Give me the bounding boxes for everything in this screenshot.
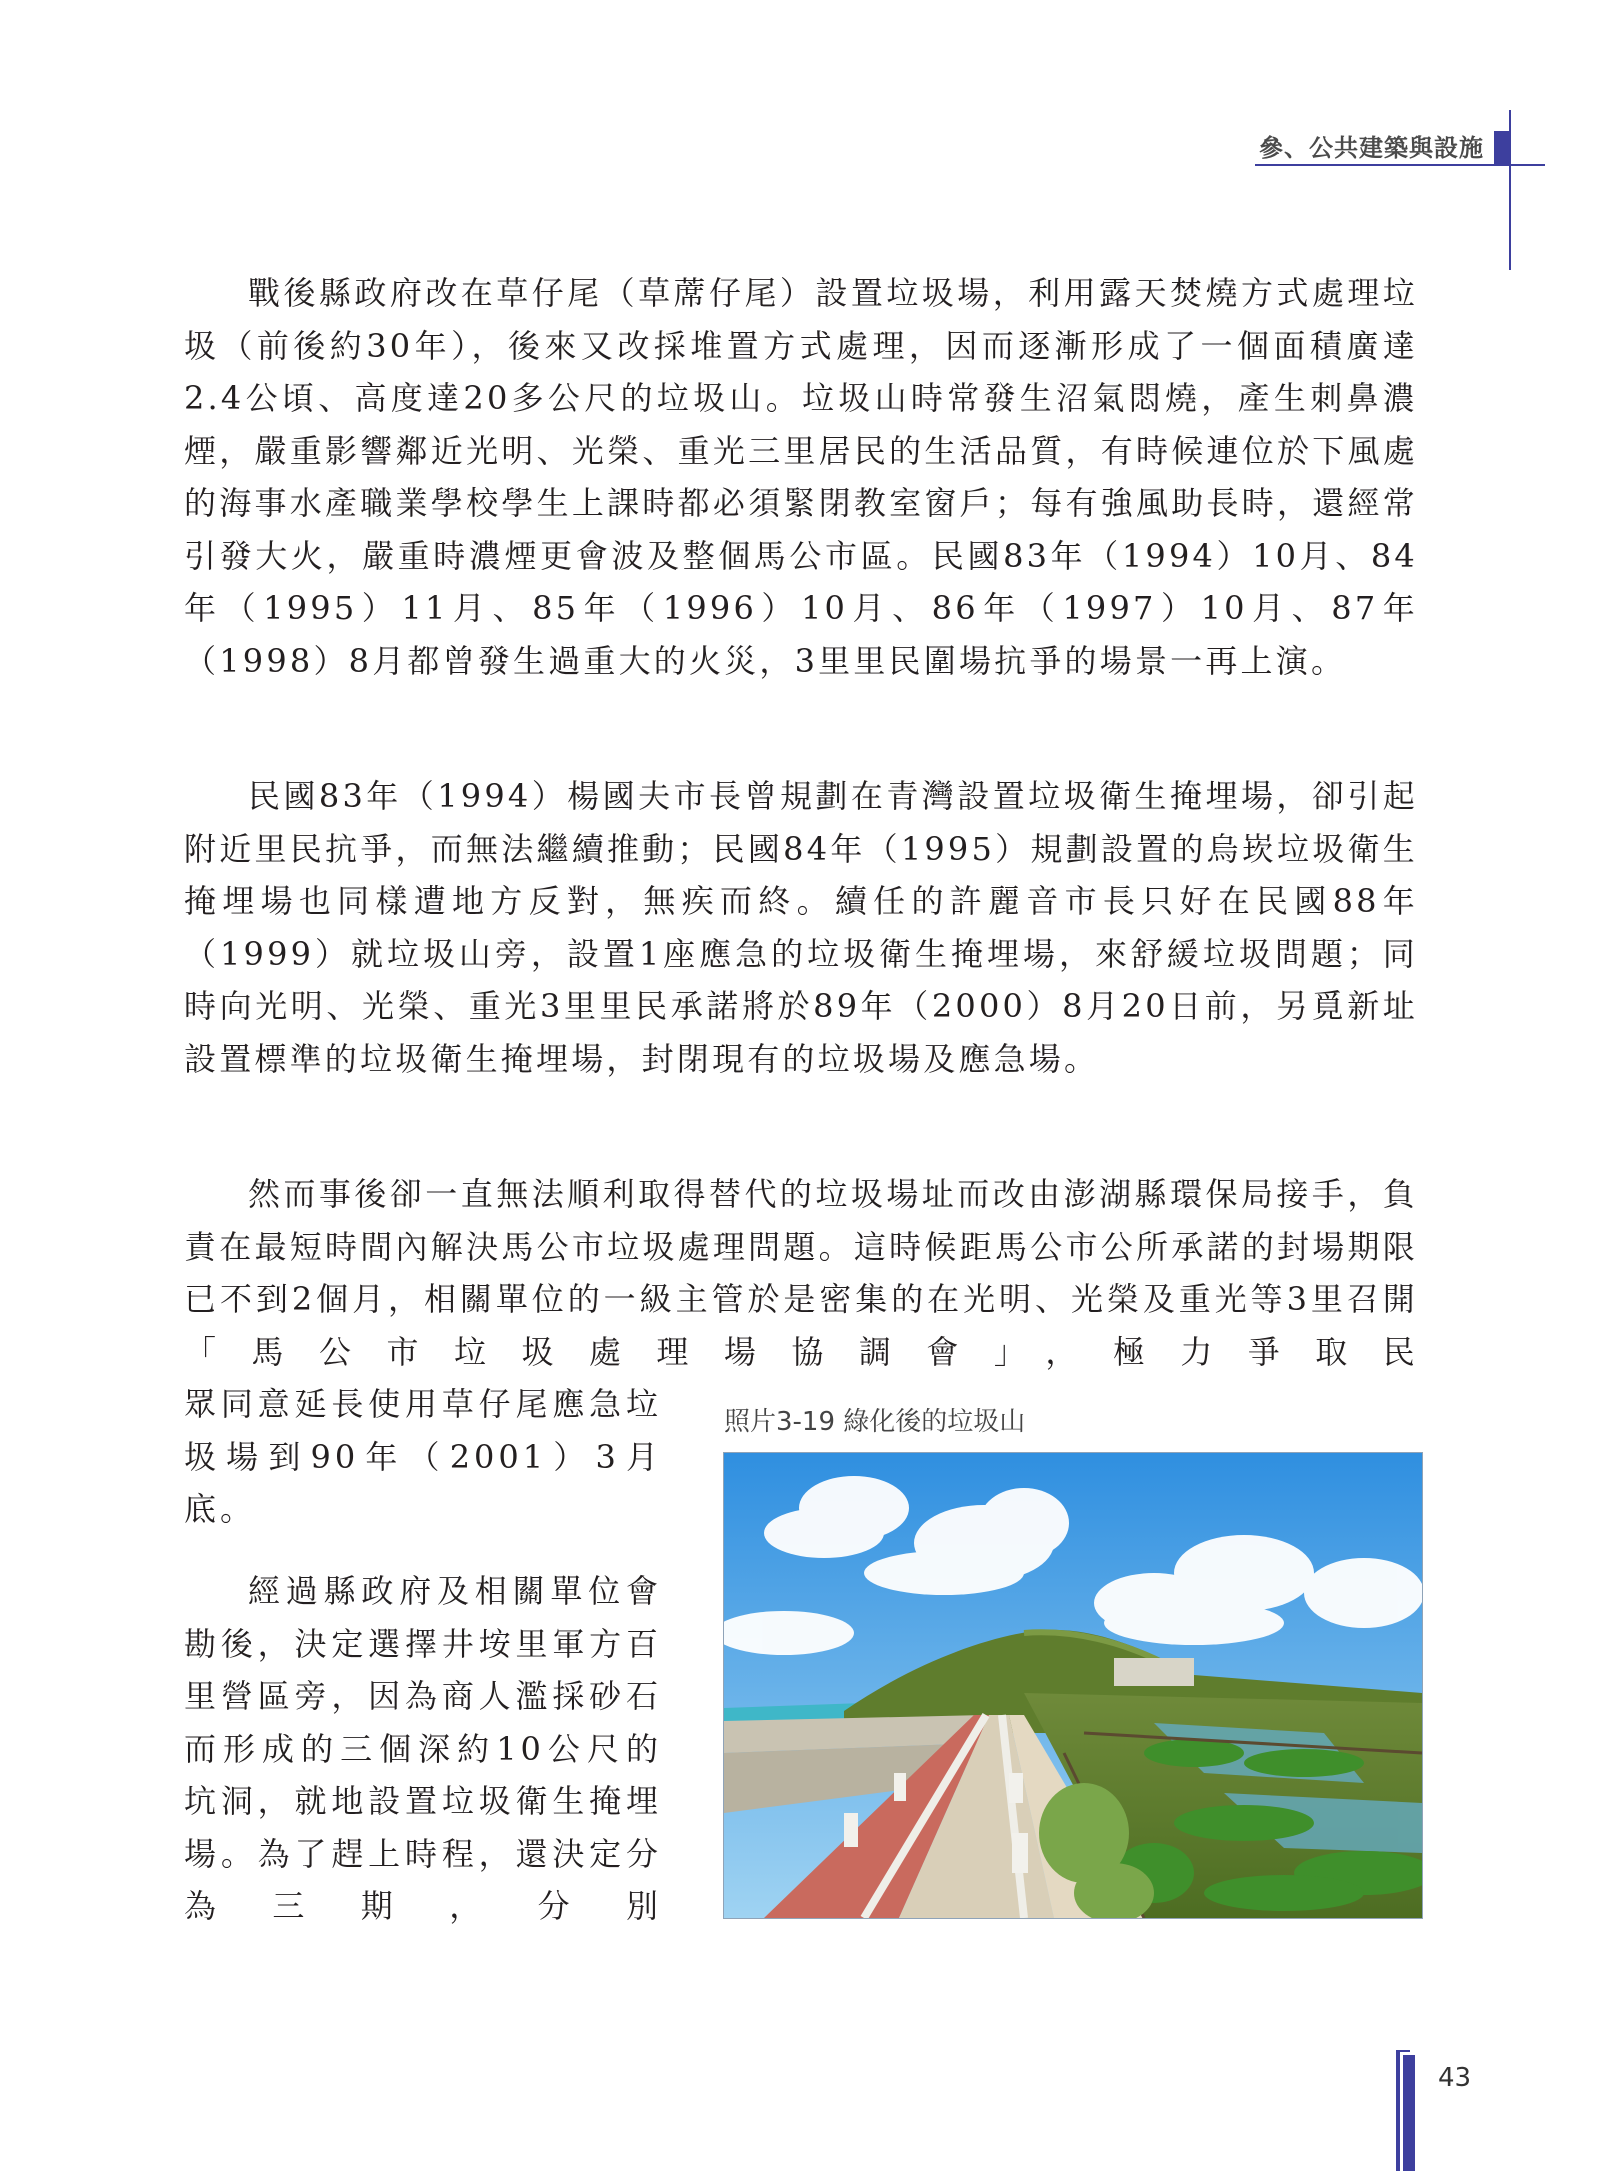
photo-caption: 照片3-19 綠化後的垃圾山 bbox=[724, 1407, 1026, 1437]
paragraph-4: 經過縣政府及相關單位會勘後，決定選擇井垵里軍方百里營區旁，因為商人濫採砂石而形成的三個深約10公尺的坑洞，就地設置垃圾衛生掩埋場。為了趕上時程，還決定分為三期，分別 bbox=[184, 1572, 662, 1925]
paragraph-1: 戰後縣政府改在草仔尾（草蓆仔尾）設置垃圾場，利用露天焚燒方式處理垃圾（前後約30年），後來又改採堆置方式處理，因而逐漸形成了一個面積廣達2.4公頃、高度達20多公尺的垃圾山。垃圾山時常發生沼氣悶燒，產生刺鼻濃煙，嚴重影響鄰近光明、光榮、重光三里居民的生活品質，有時候連位於下風處的海事水產職業學校學生上課時都必須緊閉教室窗戶；每有強風助長時，還經常引發大火，嚴重時濃煙更會波及整個馬公市區。民國83年（1994）10月、84年（1995）11月、85年（1996）10月、86年（1997）10月、87年（1998）8月都曾發生過重大的火災，3里里民圍場抗爭的場景一再上演。 bbox=[184, 274, 1418, 680]
paragraph-3-full-width: 然而事後卻一直無法順利取得替代的垃圾場址而改由澎湖縣環保局接手，負責在最短時間內解決馬公市垃圾處理問題。這時候距馬公市公所承諾的封場期限已不到2個月，相關單位的一級主管於是密集的在光明、光榮及重光等3里召開「馬公市垃圾處理場協調會」，極力爭取民 bbox=[184, 1175, 1418, 1371]
header-rule-horizontal bbox=[1255, 164, 1545, 166]
photo-greened-landfill bbox=[723, 1452, 1423, 1919]
header-rule-vertical bbox=[1509, 110, 1511, 270]
landfill-photo-illustration bbox=[724, 1453, 1422, 1918]
paragraph-2: 民國83年（1994）楊國夫市長曾規劃在青灣設置垃圾衛生掩埋場，卻引起附近里民抗爭，而無法繼續推動；民國84年（1995）規劃設置的烏崁垃圾衛生掩埋場也同樣遭地方反對，無疾而終。續任的許麗音市長只好在民國88年（1999）就垃圾山旁，設置1座應急的垃圾衛生掩埋場，來舒緩垃圾問題；同時向光明、光榮、重光3里里民承諾將於89年（2000）8月20日前，另覓新址設置標準的垃圾衛生掩埋場，封閉現有的垃圾場及應急場。 bbox=[184, 777, 1418, 1078]
header-accent-block bbox=[1494, 131, 1509, 164]
page-number: 43 bbox=[1438, 2063, 1472, 2093]
paragraph-3-continued: 眾同意延長使用草仔尾應急垃圾場到90年（2001）3月底。 bbox=[184, 1385, 662, 1528]
footer-rule-vertical bbox=[1396, 2050, 1400, 2171]
section-title: 參、公共建築與設施 bbox=[1259, 134, 1484, 162]
footer-accent-bar bbox=[1403, 2055, 1415, 2171]
